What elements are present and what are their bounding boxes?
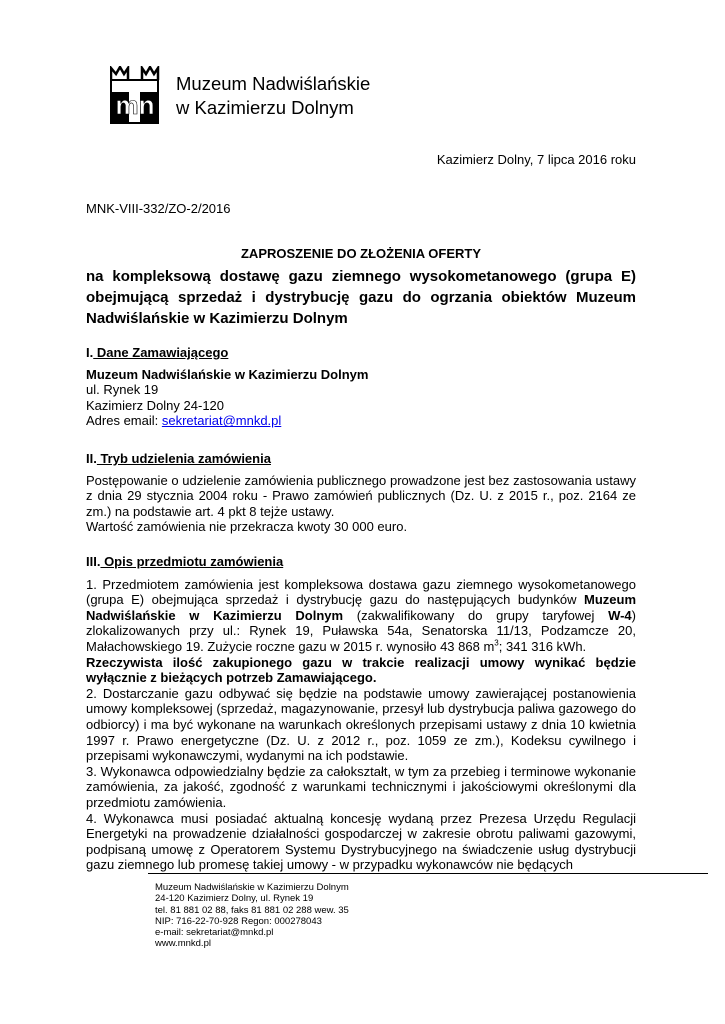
org-name-line1: Muzeum Nadwiślańskie [176, 73, 371, 94]
section-heading: III. Opis przedmiotu zamówienia [86, 554, 284, 569]
svg-text:mn: mn [115, 90, 155, 120]
org-name-line2: w Kazimierzu Dolnym [176, 97, 354, 118]
museum-logo-icon [110, 66, 160, 124]
email-link[interactable]: sekretariat@mnkd.pl [161, 413, 282, 429]
document-title: ZAPROSZENIE DO ZŁOŻENIA OFERTY [240, 246, 482, 261]
footer-line: Muzeum Nadwiślańskie w Kazimierzu Dolnym [155, 882, 349, 893]
procedure-paragraph: Postępowanie o udzielenie zamówienia publicznego prowadzone jest bez zastosowania ustawy z dnia 29 stycznia 2004 roku - Prawo zamówień publicznych (Dz. U. z 2015 r., poz. 2164 ze zm.) na podstawie art. 4 pkt 8 tejże ustawy. [86, 472, 636, 519]
client-name: Muzeum Nadwiślańskie w Kazimierzu Dolnym [86, 366, 369, 382]
section-procedure [86, 451, 636, 535]
footer-line: tel. 81 881 02 88, faks 81 881 02 288 wew. 35 [155, 904, 349, 916]
client-street: ul. Rynek 19 [86, 382, 159, 398]
item-2: 2. Dostarczanie gazu odbywać się będzie na podstawie umowy zawierającej postanowienia umowy kompleksowej (sprzedaż, magazynowanie, przesył lub dystrybucja paliwa gazowego do odbiorcy) i ma być wykonane na warunkach określonych przepisami ustawy z dnia 10 kwietnia 1997 r. Prawo energetyczne (Dz. U. z 2012 r., poz. 1059 ze zm.), Kodeksu cywilnego i przepisami wykonawczymi, wydanymi na ich podstawie. [86, 685, 636, 764]
value-paragraph: Wartość zamówienia nie przekracza kwoty 30 000 euro. [86, 519, 408, 535]
item-1: 1. Przedmiotem zamówienia jest kompleksowa dostawa gazu ziemnego wysokometanowego (grupa E) obejmująca sprzedaż i dystrybucję gazu do następujących budynków Muzeum Nadwiślańskie w Kazimierzu Dolnym (zakwalifikowany do grupy taryfowej W-4) zlokalizowanych przy ul.: Rynek 19, Puławska 54a, Senatorska 11/13, Podzamcze 20, Małachowskiego 19. Zużycie roczne gazu w 2015 r. wynosiło 43 868 $m^3$; 341 316 kWh. [86, 576, 636, 654]
section-client-data [86, 345, 636, 429]
section-heading: II. Tryb udzielenia zamówienia [86, 451, 271, 466]
footer-line: www.mnkd.pl [155, 938, 211, 950]
item-3: 3. Wykonawca odpowiedzialny będzie za całokształt, w tym za przebieg i terminowe wykonanie zamówienia, za jakość, zgodność z warunkami technicznymi i jakościowymi określonymi dla przedmiotu zamówienia. [86, 763, 636, 810]
client-city: Kazimierz Dolny 24-120 [86, 397, 225, 413]
item-1-note: Rzeczywista ilość zakupionego gazu w trakcie realizacji umowy wynikać będzie wyłącznie z bieżących potrzeb Zamawiającego. [86, 654, 636, 686]
client-email: Adres email: sekretariat@mnkd.pl [86, 413, 282, 429]
section-description [86, 554, 636, 873]
section-heading: I. Dane Zamawiającego [86, 345, 229, 360]
footer-line: e-mail: sekretariat@mnkd.pl [155, 927, 274, 939]
footer-line: 24-120 Kazimierz Dolny, ul. Rynek 19 [155, 893, 314, 905]
footer-divider [148, 873, 708, 874]
organization-name [176, 72, 370, 120]
reference-number: MNK-VIII-332/ZO-2/2016 [86, 201, 231, 216]
footer [155, 882, 349, 950]
document-date: Kazimierz Dolny, 7 lipca 2016 roku [436, 152, 636, 167]
item-4: 4. Wykonawca musi posiadać aktualną koncesję wydaną przez Prezesa Urzędu Regulacji Energetyki na prowadzenie działalności gospodarczej w zakresie obrotu paliwami gazowymi, podpisaną umowę z Operatorem Systemu Dystrybucyjnego na świadczenie usług dystrybucji gazu ziemnego lub promesę takiej umowy - w przypadku wykonawców nie będących [86, 810, 636, 873]
document-subtitle: na kompleksową dostawę gazu ziemnego wysokometanowego (grupa E) obejmującą sprzedaż i dystrybucję gazu do ogrzania obiektów Muzeum Nadwiślańskie w Kazimierzu Dolnym [86, 268, 636, 327]
footer-line: NIP: 716-22-70-928 Regon: 000278043 [155, 915, 322, 927]
